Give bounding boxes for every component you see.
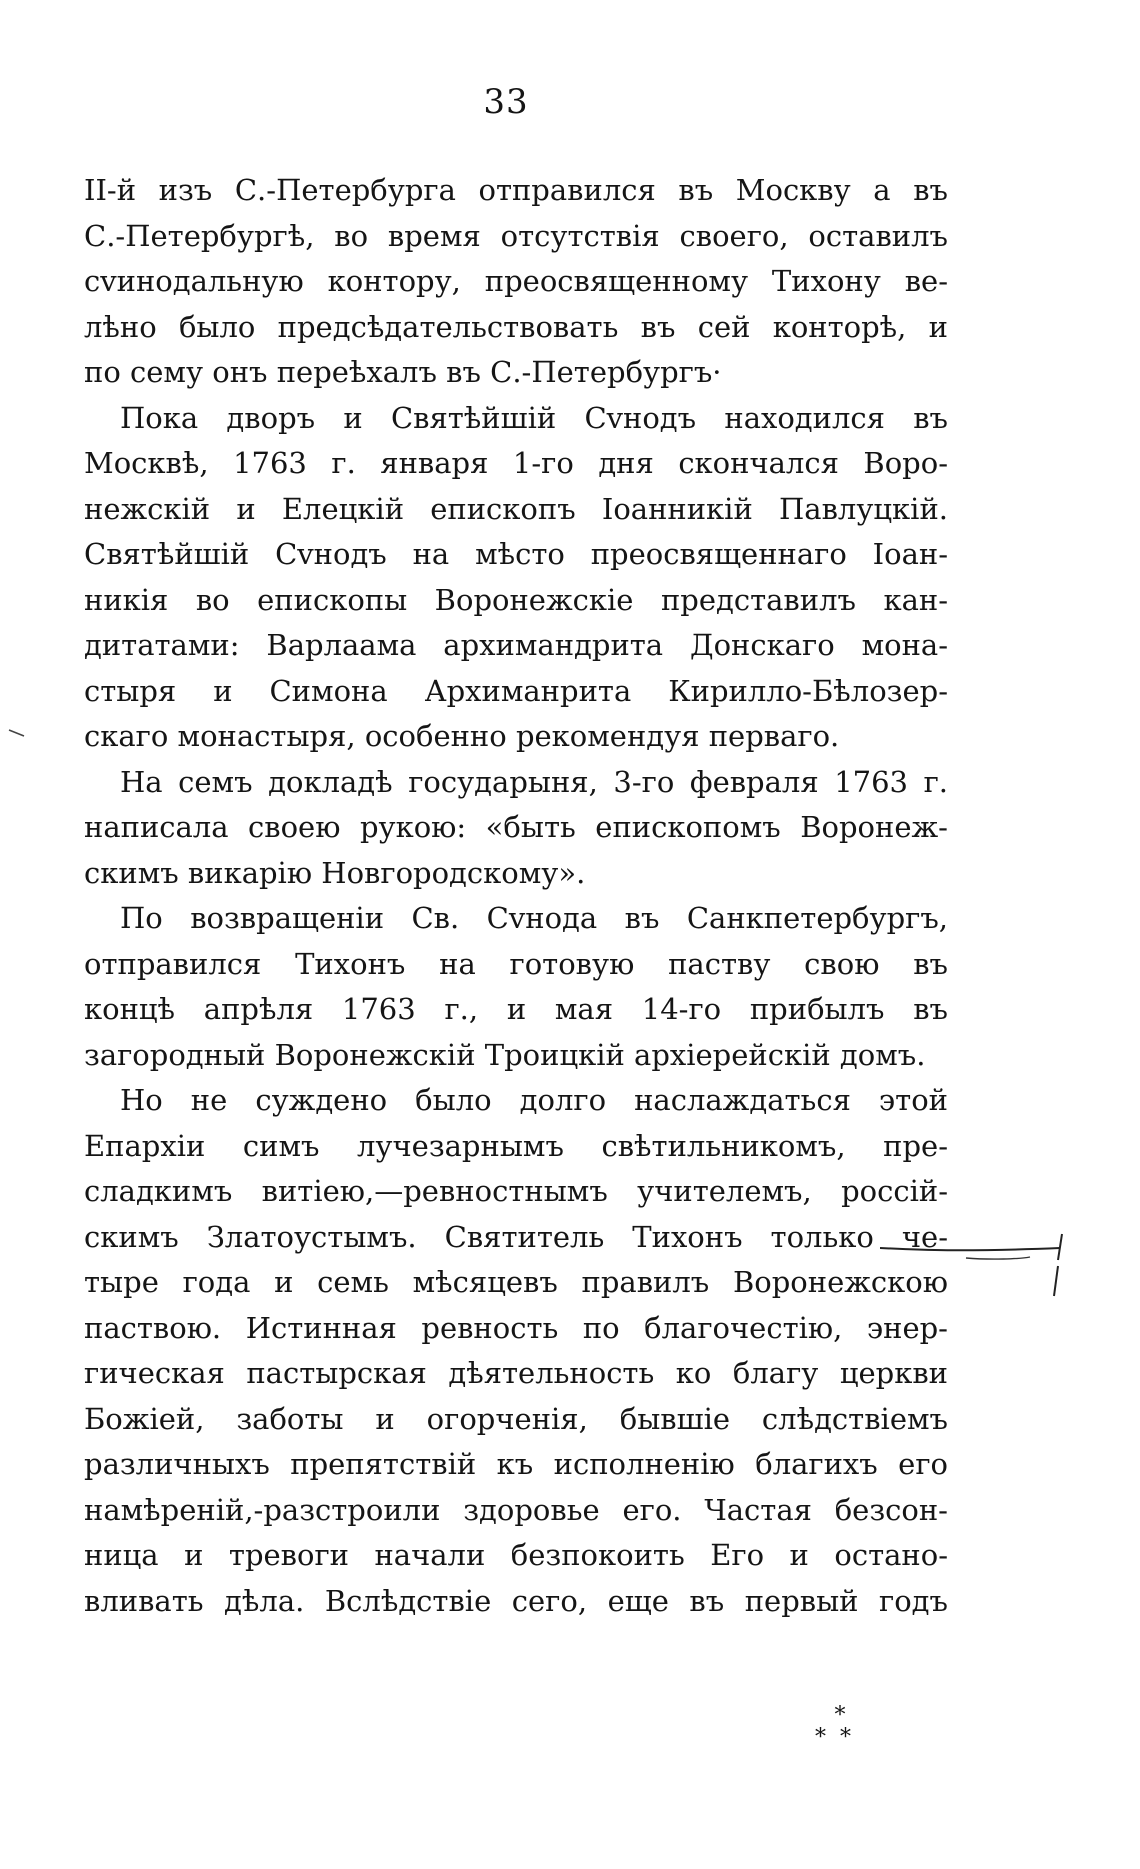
text-line: тыре года и семь мѣсяцевъ правилъ Воронежскою [84, 1265, 948, 1299]
text-line: загородный Воронежскій Троицкій архіерейскій домъ. [84, 1037, 926, 1072]
text-line: Но не суждено было долго наслаждаться этой [120, 1083, 948, 1117]
text-line: по сему онъ переѣхалъ въ С.-Петербургъ· [84, 355, 722, 389]
text-line: вливать дѣла. Вслѣдствіе сего, еще въ первый годъ [84, 1583, 948, 1618]
text-line: Святѣйшій Сvнодъ на мѣсто преосвященнаго Іоан- [84, 537, 948, 571]
text-line: сладкимъ витіею,—ревностнымъ учителемъ, россій- [84, 1174, 948, 1208]
paragraph-3 [84, 760, 948, 897]
text-line: гическая пастырская дѣятельность ко благу церкви [84, 1356, 948, 1390]
text-line: Епархіи симъ лучезарнымъ свѣтильникомъ, пре- [84, 1128, 948, 1163]
text-line: различныхъ препятствій къ исполненію благихъ его [84, 1447, 948, 1481]
margin-pencil-mark-icon [8, 728, 26, 738]
text-line: никія во епископы Воронежскіе представилъ кан- [84, 582, 948, 617]
text-line: Москвѣ, 1763 г. января 1-го дня скончался Воро- [84, 446, 948, 480]
text-line: II-й изъ С.-Петербурга отправился въ Москву а въ [84, 173, 948, 207]
text-line: скаго монастыря, особенно рекомендуя перваго. [84, 719, 840, 753]
text-line: намѣреній,-разстроили здоровье его. Частая безсон- [84, 1492, 948, 1527]
text-line: Пока дворъ и Святѣйшій Сvнодъ находился въ [120, 400, 948, 435]
text-line: дитатами: Варлаама архимандрита Донскаго мона- [84, 628, 948, 662]
asterism-top: * [834, 1703, 846, 1728]
text-line: ница и тревоги начали безпокоить Его и остано- [84, 1538, 948, 1572]
text-line: Божіей, заботы и огорченія, бывшіе слѣдствіемъ [84, 1401, 948, 1436]
text-line: концѣ апрѣля 1763 г., и мая 14-го прибылъ въ [84, 992, 948, 1026]
text-line: паствою. Истинная ревность по благочестію, энер- [84, 1310, 948, 1345]
text-line: скимъ викарію Новгородскому». [84, 855, 586, 890]
asterism-bottom: ** [815, 1725, 865, 1750]
text-line: нежскій и Елецкій епископъ Іоанникій Павлуцкій. [84, 491, 948, 526]
text-line: стыря и Симона Архиманрита Кирилло-Бѣлозер- [84, 673, 948, 708]
paragraph-5 [84, 1078, 948, 1624]
text-line: лѣно было предсѣдательствовать въ сей конторѣ, и [84, 309, 948, 344]
text-line: отправился Тихонъ на готовую паству свою въ [84, 946, 948, 981]
handwritten-margin-stroke-icon [880, 1230, 1080, 1310]
text-line: По возвращеніи Св. Сvнода въ Санкпетербургъ, [120, 901, 948, 935]
text-line: скимъ Златоустымъ. Святитель Тихонъ только че- [84, 1219, 948, 1254]
body-text [84, 168, 948, 1624]
paragraph-4 [84, 896, 948, 1078]
text-line: На семъ докладѣ государыня, 3-го февраля 1763 г. [120, 764, 948, 799]
text-line: С.-Петербургѣ, во время отсутствія своего, оставилъ [84, 218, 948, 253]
text-line: сvинодальную контору, преосвященному Тихону ве- [84, 264, 948, 298]
paragraph-1 [84, 168, 948, 396]
asterism-ornament [800, 1705, 880, 1765]
paragraph-2 [84, 396, 948, 760]
page-number: 33 [483, 82, 529, 122]
text-line: написала своею рукою: «быть епископомъ Воронеж- [84, 810, 948, 844]
